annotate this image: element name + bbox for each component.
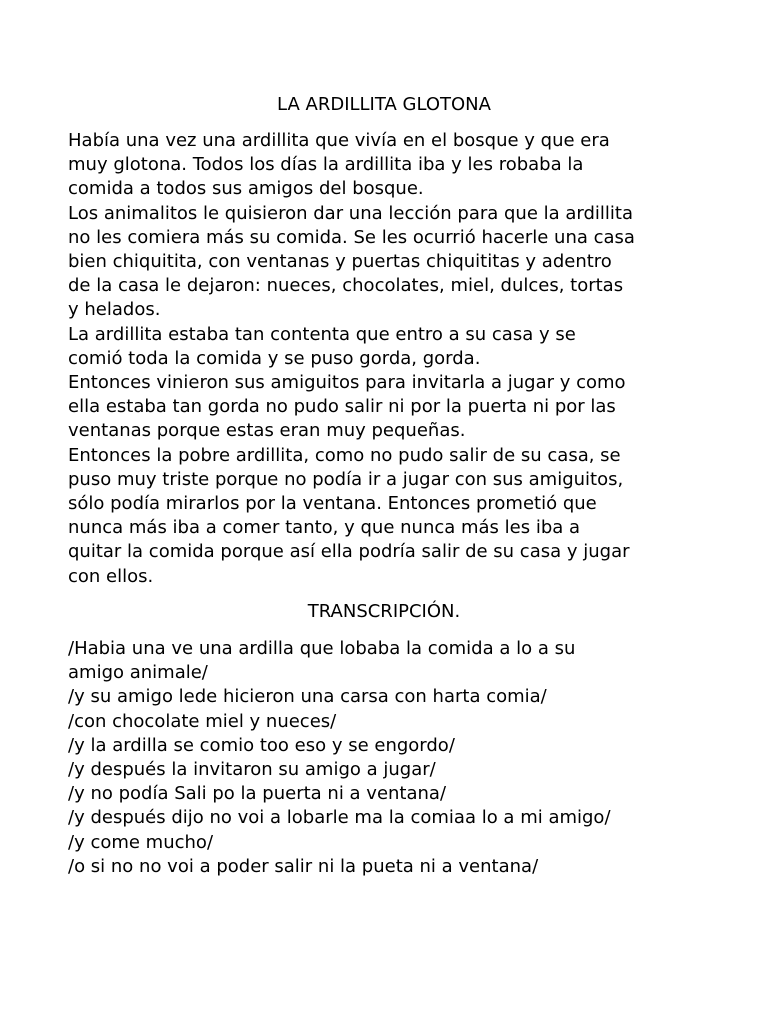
document-title: LA ARDILLITA GLOTONA — [277, 94, 491, 115]
story-line: ventanas porque estas eran muy pequeñas. — [68, 420, 466, 442]
transcription-line: /y su amigo lede hicieron una carsa con harta comia/ — [68, 686, 547, 708]
transcription-title: TRANSCRIPCIÓN. — [307, 601, 461, 622]
story-line: quitar la comida porque así ella podría salir de su casa y jugar — [68, 541, 630, 563]
story-line: de la casa le dejaron: nueces, chocolates, miel, dulces, tortas — [68, 275, 624, 297]
story-line: Entonces vinieron sus amiguitos para invitarla a jugar y como — [68, 372, 626, 394]
story-line: muy glotona. Todos los días la ardillita iba y les robaba la — [68, 154, 584, 176]
transcription-line: amigo animale/ — [68, 662, 208, 684]
story-line: nunca más iba a comer tanto, y que nunca más les iba a — [68, 517, 581, 539]
transcription-line: /y no podía Sali po la puerta ni a ventana/ — [68, 783, 447, 805]
story-line: comió toda la comida y se puso gorda, gorda. — [68, 347, 481, 369]
transcription-line: /con chocolate miel y nueces/ — [68, 710, 337, 732]
story-line: Entonces la pobre ardillita, como no pudo salir de su casa, se — [68, 444, 621, 466]
story-line: ella estaba tan gorda no pudo salir ni por la puerta ni por las — [68, 396, 616, 418]
story-line: Los animalitos le quisieron dar una lección para que la ardillita — [68, 202, 634, 224]
story-line: no les comiera más su comida. Se les ocurrió hacerle una casa — [68, 226, 635, 248]
transcription-line: /o si no no voi a poder salir ni la pueta ni a ventana/ — [68, 855, 539, 877]
story-line: comida a todos sus amigos del bosque. — [68, 178, 424, 200]
transcription-line: /y la ardilla se comio too eso y se engordo/ — [68, 734, 455, 756]
story-line: sólo podía mirarlos por la ventana. Entonces prometió que — [68, 493, 597, 515]
story-text — [68, 129, 738, 589]
transcription-line: /y después la invitaron su amigo a jugar/ — [68, 759, 436, 781]
story-line: puso muy triste porque no podía ir a jugar con sus amiguitos, — [68, 468, 624, 490]
story-line: La ardillita estaba tan contenta que entro a su casa y se — [68, 323, 576, 345]
transcription-line: /Habia una ve una ardilla que lobaba la comida a lo a su — [68, 638, 576, 659]
transcription-text — [68, 637, 738, 879]
story-line: con ellos. — [68, 565, 154, 587]
story-line: bien chiquitita, con ventanas y puertas chiquititas y adentro — [68, 251, 612, 273]
story-line: y helados. — [68, 299, 161, 321]
transcription-line: /y después dijo no voi a lobarle ma la comiaa lo a mi amigo/ — [68, 807, 611, 829]
transcription-line: /y come mucho/ — [68, 831, 214, 853]
story-line: Había una vez una ardillita que vivía en el bosque y que era — [68, 130, 610, 151]
